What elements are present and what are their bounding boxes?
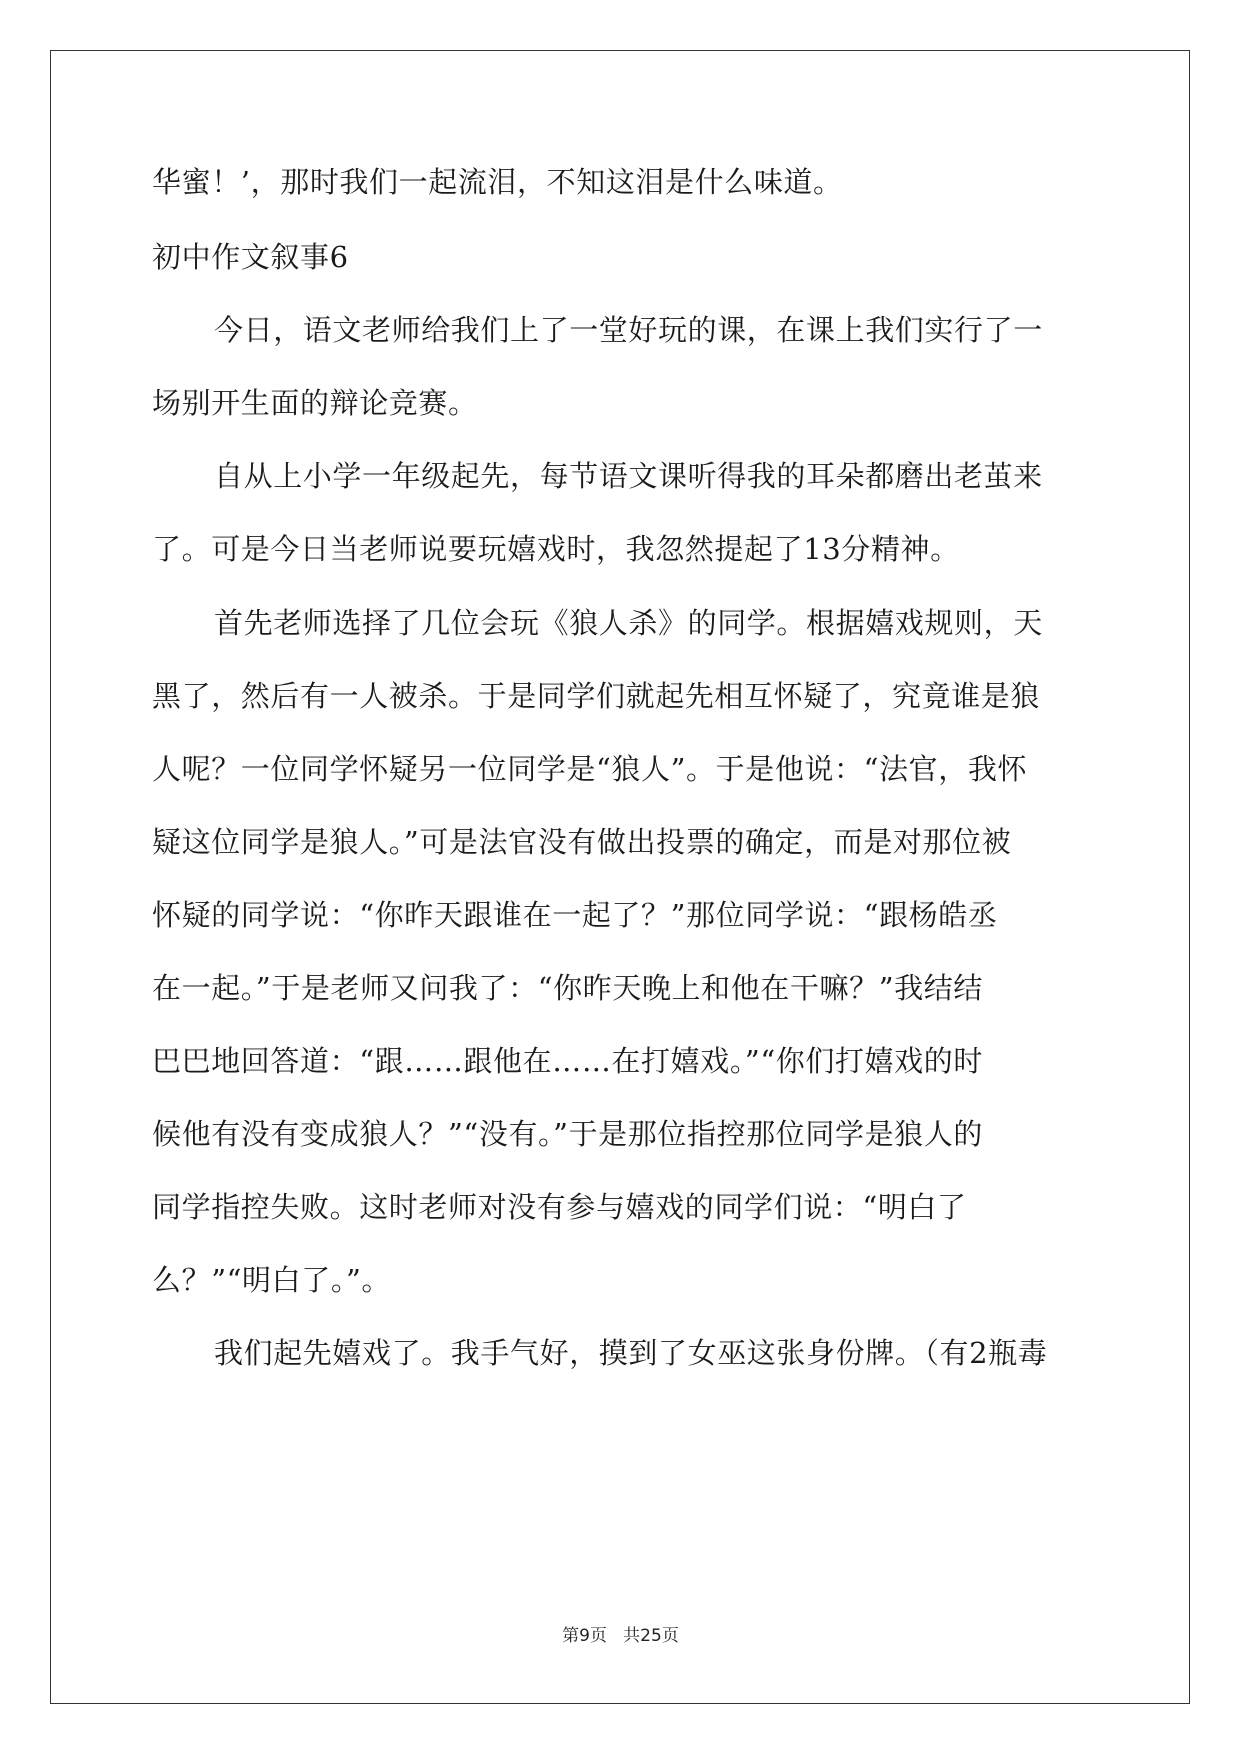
text-line: 华蜜！’，那时我们一起流泪，不知这泪是什么味道。 <box>152 165 843 199</box>
text-line: 在一起。”于是老师又问我了：“你昨天晚上和他在干嘛？”我结结 <box>152 971 983 1005</box>
page-border <box>50 50 1190 1704</box>
section-heading: 初中作文叙事6 <box>152 240 349 274</box>
text-line: 疑这位同学是狼人。”可是法官没有做出投票的确定，而是对那位被 <box>152 825 1012 859</box>
text-line: 么？”“明白了。”。 <box>152 1263 391 1297</box>
text-line: 人呢？一位同学怀疑另一位同学是“狼人”。于是他说：“法官，我怀 <box>152 752 1028 786</box>
text-line: 候他有没有变成狼人？”“没有。”于是那位指控那位同学是狼人的 <box>152 1117 983 1151</box>
text-line: 了。可是今日当老师说要玩嬉戏时，我忽然提起了13分精神。 <box>152 532 960 566</box>
text-line: 场别开生面的辩论竞赛。 <box>152 386 478 420</box>
text-line: 巴巴地回答道：“跟……跟他在……在打嬉戏。”“你们打嬉戏的时 <box>152 1044 983 1078</box>
text-line: 首先老师选择了几位会玩《狼人杀》的同学。根据嬉戏规则，天 <box>214 606 1043 640</box>
text-line: 今日，语文老师给我们上了一堂好玩的课，在课上我们实行了一 <box>214 313 1043 347</box>
text-line: 同学指控失败。这时老师对没有参与嬉戏的同学们说：“明白了 <box>152 1190 967 1224</box>
text-line: 黑了，然后有一人被杀。于是同学们就起先相互怀疑了，究竟谁是狼 <box>152 679 1041 713</box>
text-line: 我们起先嬉戏了。我手气好，摸到了女巫这张身份牌。（有2瓶毒 <box>214 1336 1048 1370</box>
text-line: 自从上小学一年级起先，每节语文课听得我的耳朵都磨出老茧来 <box>214 459 1043 493</box>
page-number-footer: 第9页 共25页 <box>562 1626 679 1646</box>
text-line: 怀疑的同学说：“你昨天跟谁在一起了？”那位同学说：“跟杨皓丞 <box>152 898 998 932</box>
